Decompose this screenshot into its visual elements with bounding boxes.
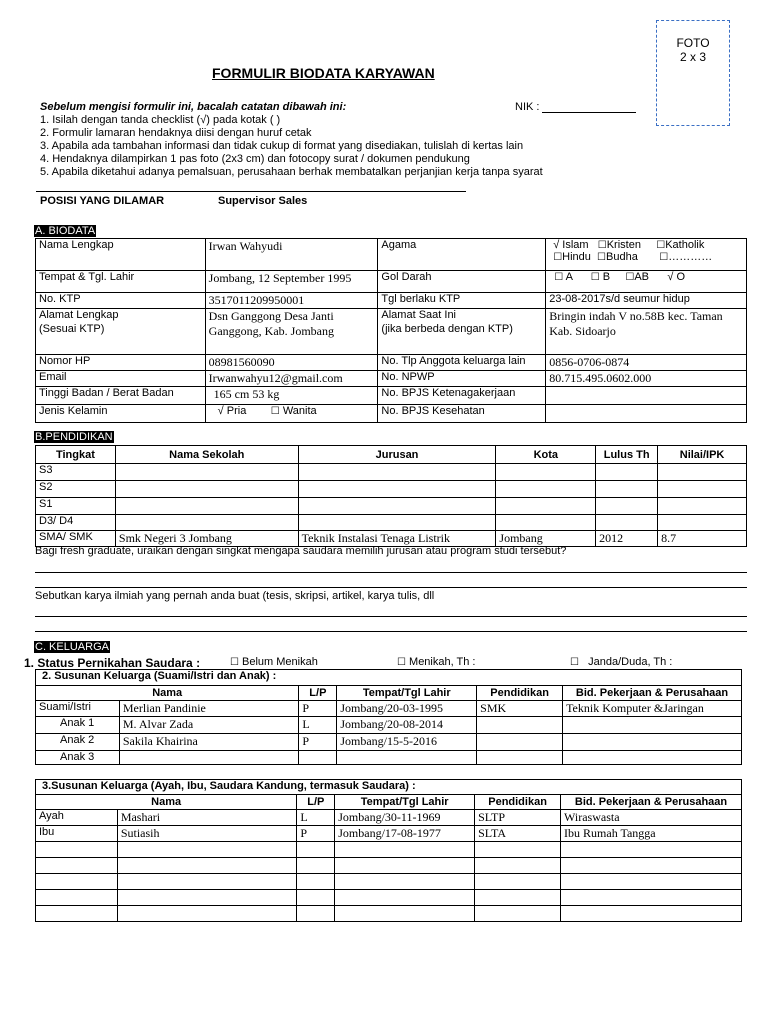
answer-line[interactable]: [35, 616, 747, 617]
table-cell[interactable]: [561, 906, 742, 922]
fresh-graduate-question: Bagi fresh graduate, uraikan dengan singkat mengapa saudara memilih jurusan atau program studi tersebut?: [35, 545, 567, 557]
nik-field[interactable]: [542, 112, 636, 113]
table-cell[interactable]: 2012: [596, 531, 658, 547]
npwp-label: No. NPWP: [378, 371, 546, 387]
table-cell[interactable]: [596, 481, 658, 498]
bpjs-tk-label: No. BPJS Ketenagakerjaan: [378, 387, 546, 405]
table-cell: [36, 858, 118, 874]
col-header: Nama: [36, 795, 297, 810]
table-cell[interactable]: [475, 890, 561, 906]
col-header: Nama Sekolah: [115, 446, 298, 464]
table-cell: SMA/ SMK: [36, 531, 116, 547]
section-keluarga: C. KELUARGA: [35, 641, 109, 653]
table-cell[interactable]: [117, 906, 297, 922]
checkbox-icon: ☐: [590, 272, 600, 283]
table-cell: [36, 842, 118, 858]
ttl-value[interactable]: Jombang, 12 September 1995: [205, 271, 378, 293]
nama-label: Nama Lengkap: [36, 239, 206, 271]
table-cell: Ibu: [36, 826, 118, 842]
pendidikan-table: [35, 445, 747, 547]
agama-islam[interactable]: √ Islam: [553, 239, 589, 251]
table-cell[interactable]: [496, 481, 596, 498]
table-cell[interactable]: Jombang/15-5-2016: [337, 734, 477, 751]
table-cell[interactable]: Jombang/20-08-2014: [337, 717, 477, 734]
alamat-line1: Dsn Ganggong Desa Janti: [208, 309, 334, 323]
col-header: Nama: [36, 686, 299, 701]
table-cell[interactable]: [335, 874, 475, 890]
status-menikah[interactable]: [397, 656, 475, 668]
table-cell[interactable]: [563, 717, 742, 734]
bpjs-kes-value[interactable]: [546, 405, 747, 423]
hp-value[interactable]: 08981560090: [205, 355, 378, 371]
goldar-label: Gol Darah: [378, 271, 546, 293]
table-cell[interactable]: P: [299, 734, 337, 751]
table-cell[interactable]: [496, 464, 596, 481]
ktp-value[interactable]: 3517011209950001: [205, 293, 378, 309]
table-cell[interactable]: Jombang/17-08-1977: [335, 826, 475, 842]
photo-box: [656, 20, 730, 126]
position-label: POSISI YANG DILAMAR: [40, 195, 165, 207]
table-cell[interactable]: Smk Negeri 3 Jombang: [115, 531, 298, 547]
table-cell[interactable]: SLTA: [475, 826, 561, 842]
alamat-kini-line2: Kab. Sidoarjo: [549, 324, 616, 338]
answer-line[interactable]: [35, 631, 747, 632]
table-cell[interactable]: P: [299, 701, 337, 717]
instruction-item: 2. Formulir lamaran hendaknya diisi dengan huruf cetak: [40, 127, 312, 139]
table-row: [36, 906, 742, 922]
jk-pria[interactable]: √ Pria: [217, 405, 247, 417]
table-cell[interactable]: [117, 858, 297, 874]
table-cell[interactable]: SLTP: [475, 810, 561, 826]
answer-line[interactable]: [35, 572, 747, 573]
table-cell[interactable]: [658, 481, 747, 498]
tb-value[interactable]: 165 cm 53 kg: [205, 387, 378, 405]
table-cell[interactable]: [337, 751, 477, 765]
npwp-value[interactable]: 80.715.495.0602.000: [546, 371, 747, 387]
table-cell: [36, 890, 118, 906]
section-biodata: A. BIODATA: [35, 225, 96, 237]
table-cell[interactable]: Merlian Pandinie: [119, 701, 299, 717]
table-cell: S3: [36, 464, 116, 481]
photo-label: FOTO: [676, 36, 710, 50]
alamat-line2: Ganggong, Kab. Jombang: [208, 324, 334, 338]
table-cell[interactable]: [299, 751, 337, 765]
table-row: [36, 810, 742, 826]
col-header: L/P: [299, 686, 337, 701]
table-cell[interactable]: [475, 906, 561, 922]
agama-katholik[interactable]: Katholik: [665, 239, 705, 251]
col-header: Lulus Th: [596, 446, 658, 464]
nama-value[interactable]: Irwan Wahyudi: [205, 239, 378, 271]
table-cell[interactable]: [119, 751, 299, 765]
alamat-kini-label: Alamat Saat Ini: [381, 309, 456, 321]
instructions-list: [40, 114, 543, 179]
ktp-berlaku-label: Tgl berlaku KTP: [378, 293, 546, 309]
goldar-b[interactable]: B: [602, 271, 611, 283]
table-cell: Anak 2: [36, 734, 120, 751]
table-row: [36, 498, 747, 515]
table-cell[interactable]: Wiraswasta: [561, 810, 742, 826]
goldar-a[interactable]: A: [565, 271, 573, 283]
section-pendidikan: B.PENDIDIKAN: [35, 431, 113, 443]
tlp-keluarga-label: No. Tlp Anggota keluarga lain: [378, 355, 546, 371]
col-header: L/P: [297, 795, 335, 810]
table-cell[interactable]: [658, 464, 747, 481]
biodata-table: [35, 238, 747, 423]
table-row: [36, 481, 747, 498]
table-cell[interactable]: [561, 858, 742, 874]
ktp-label: No. KTP: [36, 293, 206, 309]
table-row: [36, 717, 742, 734]
susunan-keluarga-table: [35, 669, 742, 765]
table-cell[interactable]: Sakila Khairina: [119, 734, 299, 751]
table-cell[interactable]: [115, 498, 298, 515]
table-cell[interactable]: [297, 842, 335, 858]
table-cell[interactable]: L: [299, 717, 337, 734]
col-header: Pendidikan: [477, 686, 563, 701]
col-header: Bid. Pekerjaan & Perusahaan: [563, 686, 742, 701]
checkbox-icon: ☐: [270, 406, 280, 417]
checkbox-icon: ☐: [597, 252, 607, 263]
table-cell[interactable]: [297, 890, 335, 906]
tb-label: Tinggi Badan / Berat Badan: [36, 387, 206, 405]
table-cell[interactable]: [496, 515, 596, 531]
alamat-label: Alamat Lengkap: [39, 309, 119, 321]
table-cell[interactable]: [477, 734, 563, 751]
table-cell: Ayah: [36, 810, 118, 826]
table-cell: [36, 874, 118, 890]
table-cell[interactable]: [297, 858, 335, 874]
status-janda[interactable]: [570, 656, 672, 668]
table-cell[interactable]: [298, 515, 496, 531]
jk-options[interactable]: [205, 405, 378, 423]
status-janda-label: Janda/Duda, Th :: [588, 656, 673, 668]
table-cell[interactable]: Jombang/20-03-1995: [337, 701, 477, 717]
table-cell: Anak 3: [36, 751, 120, 765]
table-cell[interactable]: L: [297, 810, 335, 826]
table-row: [36, 515, 747, 531]
table-cell[interactable]: [596, 515, 658, 531]
col-header: Tempat/Tgl Lahir: [335, 795, 475, 810]
table-row: [36, 890, 742, 906]
table-row: [36, 826, 742, 842]
table-cell[interactable]: [496, 498, 596, 515]
table3-title: 3.Susunan Keluarga (Ayah, Ibu, Saudara Kandung, termasuk Saudara) :: [36, 780, 742, 795]
instruction-item: 5. Apabila diketahui adanya pemalsuan, perusahaan berhak membatalkan perjanjian kerja tanpa syarat: [40, 166, 543, 178]
table-row: [36, 842, 742, 858]
answer-line[interactable]: [35, 587, 747, 588]
table-cell[interactable]: 8.7: [658, 531, 747, 547]
col-header: Kota: [496, 446, 596, 464]
agama-budha[interactable]: Budha: [606, 251, 638, 263]
table-cell[interactable]: [563, 751, 742, 765]
agama-label: Agama: [378, 239, 546, 271]
table-cell: S1: [36, 498, 116, 515]
table-cell: S2: [36, 481, 116, 498]
instruction-item: 3. Apabila ada tambahan informasi dan tidak cukup di format yang disediakan, tulislah di kertas lain: [40, 140, 524, 152]
alamat-sublabel: (Sesuai KTP): [39, 323, 105, 335]
table-cell[interactable]: [596, 464, 658, 481]
alamat-value[interactable]: [205, 309, 378, 355]
checkbox-icon: ☐: [597, 240, 607, 251]
table-cell[interactable]: [475, 858, 561, 874]
table2-title: 2. Susunan Keluarga (Suami/Istri dan Anak) :: [36, 670, 742, 686]
table-cell[interactable]: [658, 515, 747, 531]
susunan-keluarga-orangtua-table: [35, 779, 742, 922]
table-row: [36, 734, 742, 751]
instructions-intro: Sebelum mengisi formulir ini, bacalah catatan dibawah ini:: [40, 101, 347, 113]
status-belum[interactable]: [230, 656, 318, 668]
checkbox-icon: ☐: [570, 657, 579, 668]
table-cell[interactable]: [596, 498, 658, 515]
table-cell[interactable]: [477, 717, 563, 734]
table-cell[interactable]: [561, 874, 742, 890]
table-cell[interactable]: Jombang/30-11-1969: [335, 810, 475, 826]
position-top-line: [36, 191, 466, 192]
table-row: [36, 751, 742, 765]
instruction-item: 1. Isilah dengan tanda checklist (√) pada kotak ( ): [40, 114, 281, 126]
instruction-item: 4. Hendaknya dilampirkan 1 pas foto (2x3 cm) dan fotocopy surat / dokumen pendukung: [40, 153, 470, 165]
table-cell: Anak 1: [36, 717, 120, 734]
page-title: FORMULIR BIODATA KARYAWAN: [212, 65, 435, 81]
table-cell[interactable]: [117, 890, 297, 906]
nik-label: NIK :: [515, 101, 540, 113]
agama-hindu[interactable]: Hindu: [562, 251, 591, 263]
table-row: [36, 858, 742, 874]
table-cell: [36, 906, 118, 922]
status-menikah-label: Menikah, Th :: [409, 656, 476, 668]
alamat-kini-sublabel: (jika berbeda dengan KTP): [381, 323, 513, 335]
table-cell[interactable]: [335, 858, 475, 874]
table-cell[interactable]: [117, 874, 297, 890]
table-cell[interactable]: [115, 464, 298, 481]
table-cell[interactable]: [335, 842, 475, 858]
bpjs-kes-label: No. BPJS Kesehatan: [378, 405, 546, 423]
table-row: [36, 874, 742, 890]
table-cell[interactable]: Teknik Komputer &Jaringan: [563, 701, 742, 717]
table-cell[interactable]: [298, 481, 496, 498]
table-cell[interactable]: [475, 874, 561, 890]
table-cell[interactable]: [561, 842, 742, 858]
table-cell[interactable]: [297, 906, 335, 922]
col-header: Pendidikan: [475, 795, 561, 810]
table-cell[interactable]: [477, 751, 563, 765]
table-row: [36, 701, 742, 717]
table-cell[interactable]: [297, 874, 335, 890]
goldar-ab[interactable]: AB: [634, 271, 650, 283]
agama-options[interactable]: [546, 239, 747, 271]
table-cell[interactable]: SMK: [477, 701, 563, 717]
photo-size: 2 x 3: [679, 50, 706, 64]
goldar-o[interactable]: √ O: [667, 271, 686, 283]
checkbox-icon: ☐: [230, 657, 239, 668]
ktp-berlaku-value[interactable]: 23-08-2017s/d seumur hidup: [546, 293, 747, 309]
agama-kristen[interactable]: Kristen: [606, 239, 641, 251]
karya-question: Sebutkan karya ilmiah yang pernah anda buat (tesis, skripsi, artikel, karya tulis, dll: [35, 590, 435, 602]
checkbox-icon: ☐: [625, 272, 635, 283]
checkbox-icon: ☐: [659, 252, 669, 263]
table-cell[interactable]: [115, 481, 298, 498]
tlp-keluarga-value[interactable]: 0856-0706-0874: [546, 355, 747, 371]
table-cell[interactable]: [298, 464, 496, 481]
goldar-options[interactable]: [546, 271, 747, 293]
table-cell[interactable]: [117, 842, 297, 858]
status-label: 1. Status Pernikahan Saudara :: [24, 656, 201, 670]
table-cell[interactable]: [115, 515, 298, 531]
table-cell[interactable]: M. Alvar Zada: [119, 717, 299, 734]
jk-wanita[interactable]: Wanita: [282, 405, 317, 417]
table-cell[interactable]: [561, 890, 742, 906]
col-header: Jurusan: [298, 446, 496, 464]
checkbox-icon: ☐: [656, 240, 666, 251]
table-cell[interactable]: Mashari: [117, 810, 297, 826]
email-value[interactable]: Irwanwahyu12@gmail.com: [205, 371, 378, 387]
table-cell[interactable]: [563, 734, 742, 751]
table-cell[interactable]: Jombang: [496, 531, 596, 547]
alamat-kini-value[interactable]: [546, 309, 747, 355]
table-row: [36, 464, 747, 481]
jk-label: Jenis Kelamin: [36, 405, 206, 423]
table-cell: Suami/Istri: [36, 701, 120, 717]
checkbox-icon: ☐: [554, 272, 564, 283]
checkbox-icon: ☐: [553, 252, 563, 263]
col-header: Tempat/Tgl Lahir: [337, 686, 477, 701]
status-belum-label: Belum Menikah: [242, 656, 318, 668]
table-cell[interactable]: Sutiasih: [117, 826, 297, 842]
bpjs-tk-value[interactable]: [546, 387, 747, 405]
table-cell[interactable]: [658, 498, 747, 515]
agama-lainnya[interactable]: …………: [668, 251, 713, 263]
table-cell[interactable]: P: [297, 826, 335, 842]
position-value[interactable]: Supervisor Sales: [218, 195, 308, 207]
table-cell[interactable]: [475, 842, 561, 858]
table-cell[interactable]: [298, 498, 496, 515]
col-header: Bid. Pekerjaan & Perusahaan: [561, 795, 742, 810]
table-cell[interactable]: [335, 890, 475, 906]
hp-label: Nomor HP: [36, 355, 206, 371]
ttl-label: Tempat & Tgl. Lahir: [36, 271, 206, 293]
col-header: Nilai/IPK: [658, 446, 747, 464]
table-cell[interactable]: Ibu Rumah Tangga: [561, 826, 742, 842]
email-label: Email: [36, 371, 206, 387]
alamat-kini-line1: Bringin indah V no.58B kec. Taman: [549, 309, 723, 323]
table-cell[interactable]: [335, 906, 475, 922]
table-cell: D3/ D4: [36, 515, 116, 531]
checkbox-icon: ☐: [397, 657, 406, 668]
col-header: Tingkat: [36, 446, 116, 464]
table-cell[interactable]: Teknik Instalasi Tenaga Listrik: [298, 531, 496, 547]
